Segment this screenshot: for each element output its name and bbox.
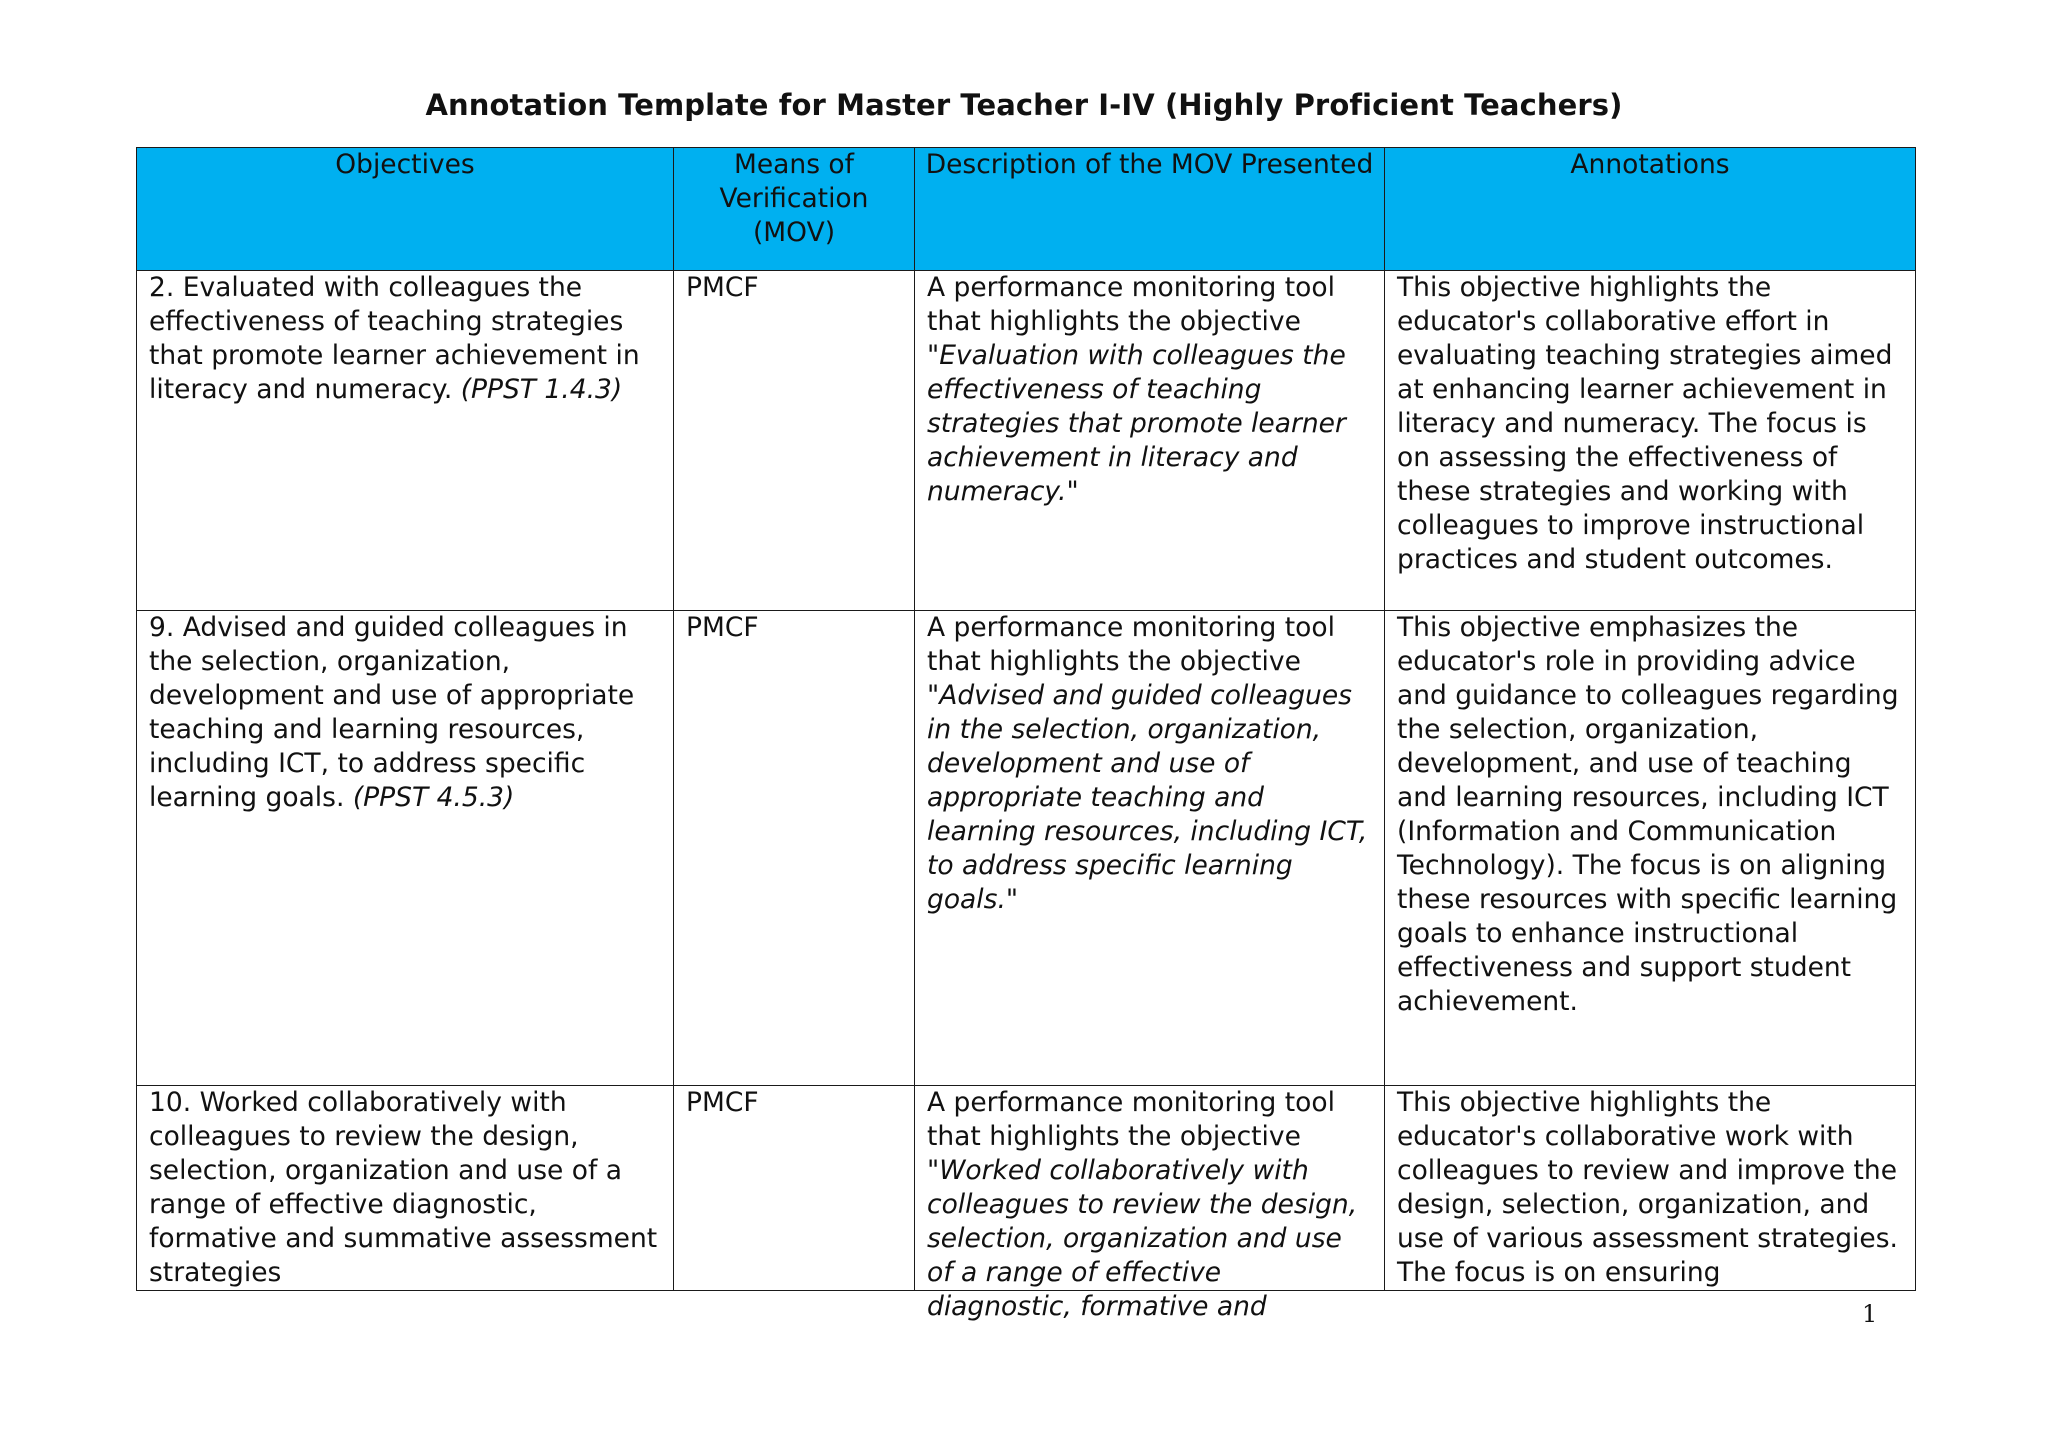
mov-cell: PMCF xyxy=(674,271,915,611)
table-row xyxy=(137,271,1916,611)
table-row xyxy=(137,611,1916,1086)
annotation-cell xyxy=(1385,611,1916,1086)
objective-ref: (PPST 1.4.3) xyxy=(460,374,623,405)
table-header-row xyxy=(137,148,1916,271)
annotation-cell xyxy=(1385,271,1916,611)
description-cell xyxy=(915,1086,1385,1322)
description-cell xyxy=(915,271,1385,611)
description-prefix: A performance monitoring tool that highlights the objective xyxy=(927,612,1335,677)
header-description: Description of the MOV Presented xyxy=(915,148,1385,271)
description-quote: "Evaluation with colleagues the effectiveness of teaching strategies that promote learner achievement in literacy and numeracy." xyxy=(927,340,1346,507)
header-objectives: Objectives xyxy=(137,148,674,271)
description-prefix: A performance monitoring tool that highlights the objective xyxy=(927,272,1335,337)
annotation-cell xyxy=(1385,1086,1916,1291)
mov-cell: PMCF xyxy=(674,611,915,1086)
objective-text: 10. Worked collaboratively with colleagues to review the design, selection, organization and use of a range of effective diagnostic, formative and summative assessment strategies xyxy=(149,1087,658,1288)
header-annotations: Annotations xyxy=(1385,148,1916,271)
description-quote: "Worked collaboratively with colleagues to review the design, selection, organization and use of a range of effective diagnostic, formative and xyxy=(927,1155,1358,1322)
objective-cell xyxy=(137,271,674,611)
table-row xyxy=(137,1086,1916,1291)
page-title: Annotation Template for Master Teacher I-IV (Highly Proficient Teachers) xyxy=(425,88,1623,122)
mov-cell: PMCF xyxy=(674,1086,915,1291)
objective-text: 2. Evaluated with colleagues the effectiveness of teaching strategies that promote learner achievement in literacy and numeracy. xyxy=(149,272,640,405)
annotation-text: This objective highlights the educator's collaborative effort in evaluating teaching strategies aimed at enhancing learner achievement in literacy and numeracy. The focus is on assessing the effectiveness of these strategies and working with colleagues to improve instructional practices and student outcomes. xyxy=(1397,272,1893,575)
objective-cell xyxy=(137,611,674,1086)
objective-cell xyxy=(137,1086,674,1291)
page-number: 1 xyxy=(1862,1300,1878,1328)
description-cell xyxy=(915,611,1385,1086)
annotation-text: This objective emphasizes the educator's role in providing advice and guidance to colleagues regarding the selection, organization, development, and use of teaching and learning resources, including ICT (Information and Communication Technology). The focus is on aligning these resources with specific learning goals to enhance instructional effectiveness and support student achievement. xyxy=(1397,612,1899,1017)
description-quote: "Advised and guided colleagues in the selection, organization, development and use of appropriate teaching and learning resources, including ICT, to address specific learning goals." xyxy=(927,680,1368,915)
header-means-of-verification xyxy=(674,148,915,271)
header-mov-label: Means of Verification (MOV) xyxy=(719,149,869,248)
description-prefix: A performance monitoring tool that highlights the objective xyxy=(927,1087,1335,1152)
objective-ref: (PPST 4.5.3) xyxy=(352,782,515,813)
objective-text: 9. Advised and guided colleagues in the selection, organization, development and use of appropriate teaching and learning resources, including ICT, to address specific learning goals. xyxy=(149,612,635,813)
annotation-table xyxy=(136,147,1916,1322)
annotation-text: This objective highlights the educator's collaborative work with colleagues to review and improve the design, selection, organization, and use of various assessment strategies. The focus is on ensuring xyxy=(1397,1087,1898,1288)
